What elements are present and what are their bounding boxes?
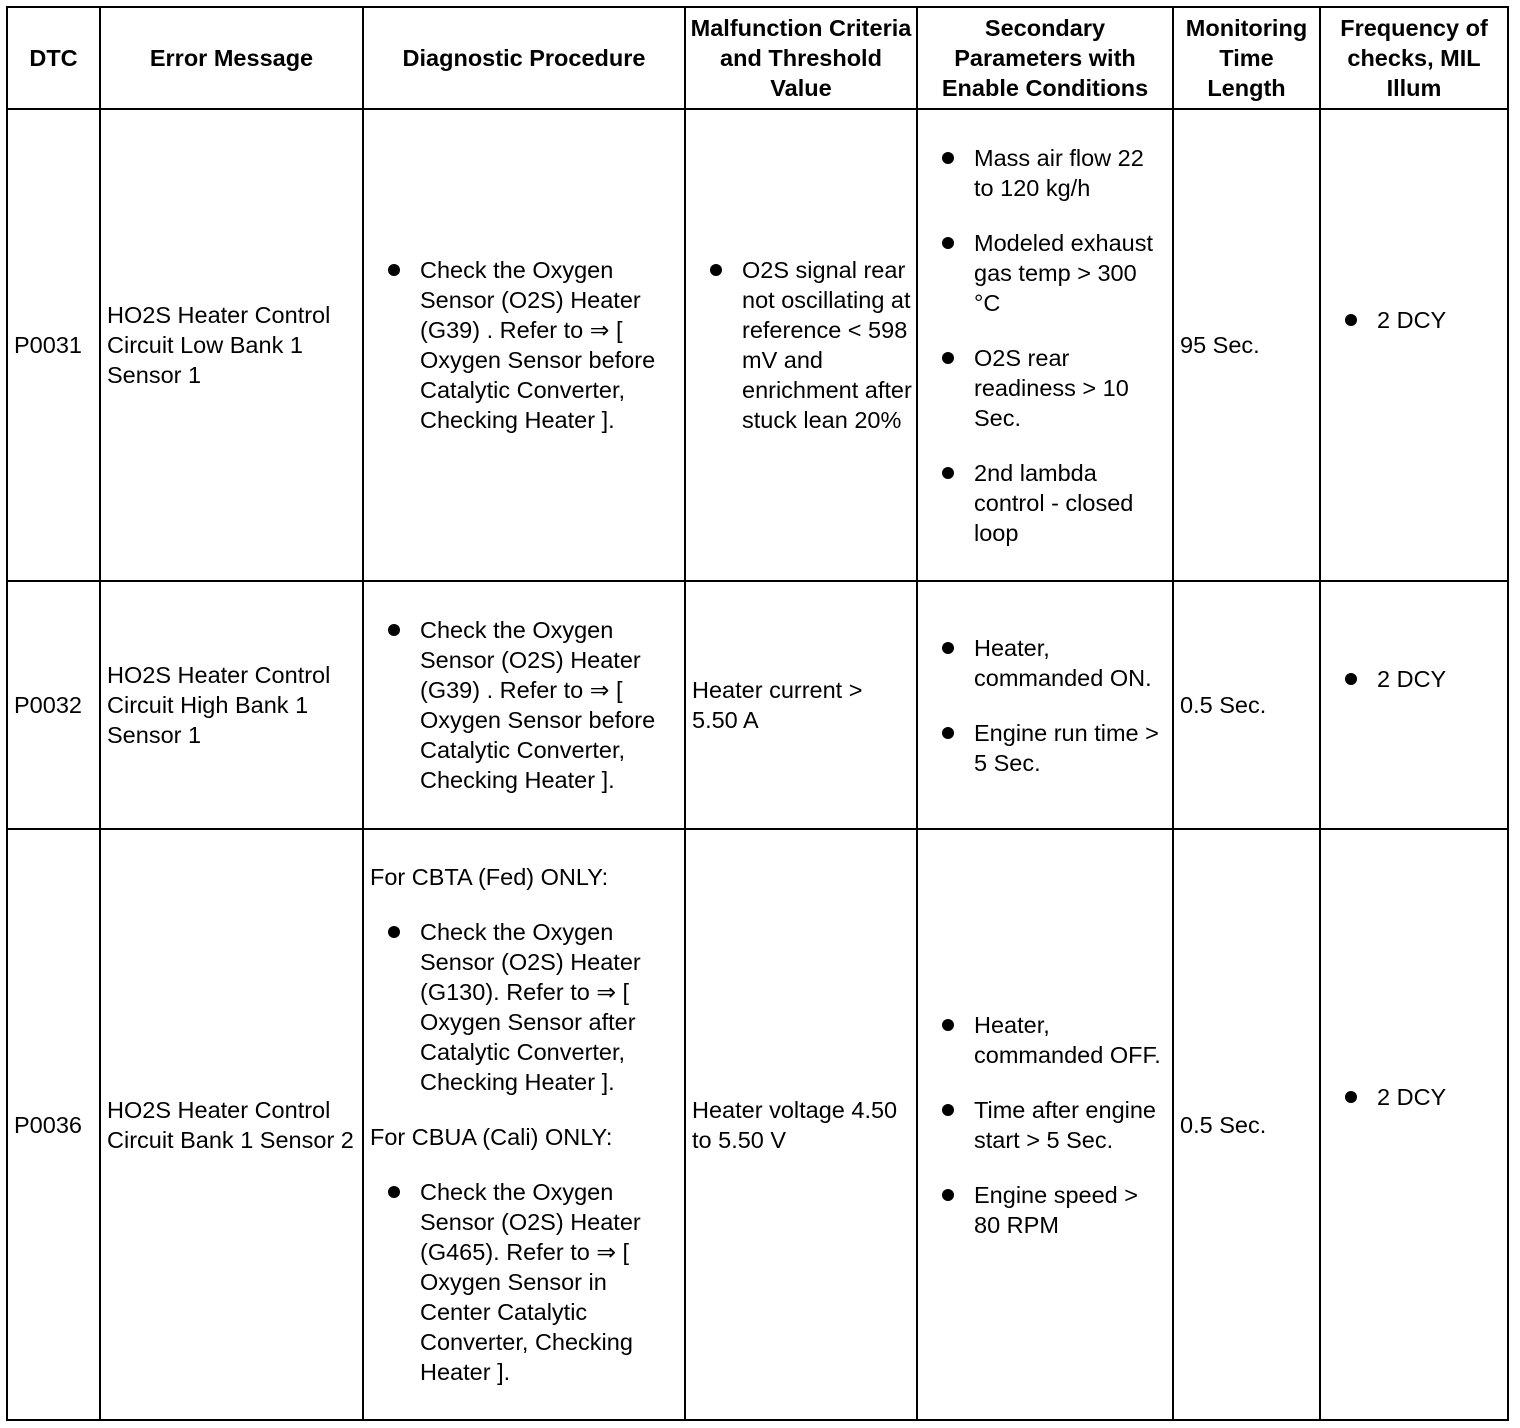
diagnostic-list: [370, 255, 680, 435]
error-message: HO2S Heater Control Circuit Bank 1 Sensor 2: [100, 829, 363, 1420]
diagnostic-list: [370, 615, 680, 795]
list-item: Mass air flow 22 to 120 kg/h: [924, 143, 1168, 203]
table-row: [7, 581, 1508, 829]
secondary-parameters: [917, 581, 1173, 829]
diagnostic-procedure: [363, 109, 685, 581]
malfunction-list: [692, 255, 912, 435]
frequency-list: [1327, 1082, 1503, 1112]
dtc-code: P0031: [7, 109, 100, 581]
diagnostic-procedure: [363, 829, 685, 1420]
header-row: [7, 7, 1508, 109]
frequency: [1320, 829, 1508, 1420]
list-item: Engine speed > 80 RPM: [924, 1180, 1168, 1240]
monitoring-time: 95 Sec.: [1173, 109, 1320, 581]
diagnostic-list: [370, 1177, 680, 1387]
list-item: Check the Oxygen Sensor (O2S) Heater (G39) . Refer to ⇒ [ Oxygen Sensor before Catalytic Converter, Checking Heater ].: [370, 255, 680, 435]
secondary-list: [924, 143, 1168, 548]
list-item: Modeled exhaust gas temp > 300 °C: [924, 228, 1168, 318]
table-row: [7, 829, 1508, 1420]
procedure-heading: For CBTA (Fed) ONLY:: [370, 864, 609, 890]
monitoring-time: 0.5 Sec.: [1173, 581, 1320, 829]
list-item: 2 DCY: [1327, 664, 1503, 694]
dtc-code: P0032: [7, 581, 100, 829]
diagnostic-procedure: [363, 581, 685, 829]
list-item: O2S signal rear not oscillating at reference < 598 mV and enrichment after stuck lean 20%: [692, 255, 912, 435]
secondary-list: [924, 1010, 1168, 1240]
list-item: O2S rear readiness > 10 Sec.: [924, 343, 1168, 433]
list-item: 2 DCY: [1327, 1082, 1503, 1112]
list-item: 2nd lambda control - closed loop: [924, 458, 1168, 548]
list-item: Check the Oxygen Sensor (O2S) Heater (G39) . Refer to ⇒ [ Oxygen Sensor before Catalytic Converter, Checking Heater ].: [370, 615, 680, 795]
header-dtc: DTC: [7, 7, 100, 109]
frequency: [1320, 581, 1508, 829]
list-item: Heater, commanded OFF.: [924, 1010, 1168, 1070]
error-message: HO2S Heater Control Circuit Low Bank 1 Sensor 1: [100, 109, 363, 581]
list-item: Check the Oxygen Sensor (O2S) Heater (G130). Refer to ⇒ [ Oxygen Sensor after Catalytic Converter, Checking Heater ].: [370, 917, 680, 1097]
header-malfunction-criteria: Malfunction Criteria and Threshold Value: [685, 7, 917, 109]
header-monitoring-time: Monitoring Time Length: [1173, 7, 1320, 109]
header-error-message: Error Message: [100, 7, 363, 109]
dtc-table: [6, 6, 1509, 1421]
procedure-heading: For CBUA (Cali) ONLY:: [370, 1124, 613, 1150]
procedure-block-cali: [370, 1122, 680, 1387]
diagnostic-list: [370, 917, 680, 1097]
procedure-block-fed: [370, 862, 680, 1097]
header-frequency: Frequency of checks, MIL Illum: [1320, 7, 1508, 109]
error-message: HO2S Heater Control Circuit High Bank 1 Sensor 1: [100, 581, 363, 829]
list-item: Engine run time > 5 Sec.: [924, 718, 1168, 778]
secondary-list: [924, 633, 1168, 778]
malfunction-criteria: Heater voltage 4.50 to 5.50 V: [685, 829, 917, 1420]
secondary-parameters: [917, 109, 1173, 581]
frequency-list: [1327, 305, 1503, 335]
list-item: Check the Oxygen Sensor (O2S) Heater (G465). Refer to ⇒ [ Oxygen Sensor in Center Catalytic Converter, Checking Heater ].: [370, 1177, 680, 1387]
frequency: [1320, 109, 1508, 581]
list-item: Heater, commanded ON.: [924, 633, 1168, 693]
malfunction-criteria: Heater current > 5.50 A: [685, 581, 917, 829]
list-item: 2 DCY: [1327, 305, 1503, 335]
monitoring-time: 0.5 Sec.: [1173, 829, 1320, 1420]
header-diagnostic-procedure: Diagnostic Procedure: [363, 7, 685, 109]
secondary-parameters: [917, 829, 1173, 1420]
header-secondary-parameters: Secondary Parameters with Enable Conditions: [917, 7, 1173, 109]
list-item: Time after engine start > 5 Sec.: [924, 1095, 1168, 1155]
frequency-list: [1327, 664, 1503, 694]
table-row: [7, 109, 1508, 581]
dtc-code: P0036: [7, 829, 100, 1420]
malfunction-criteria: [685, 109, 917, 581]
